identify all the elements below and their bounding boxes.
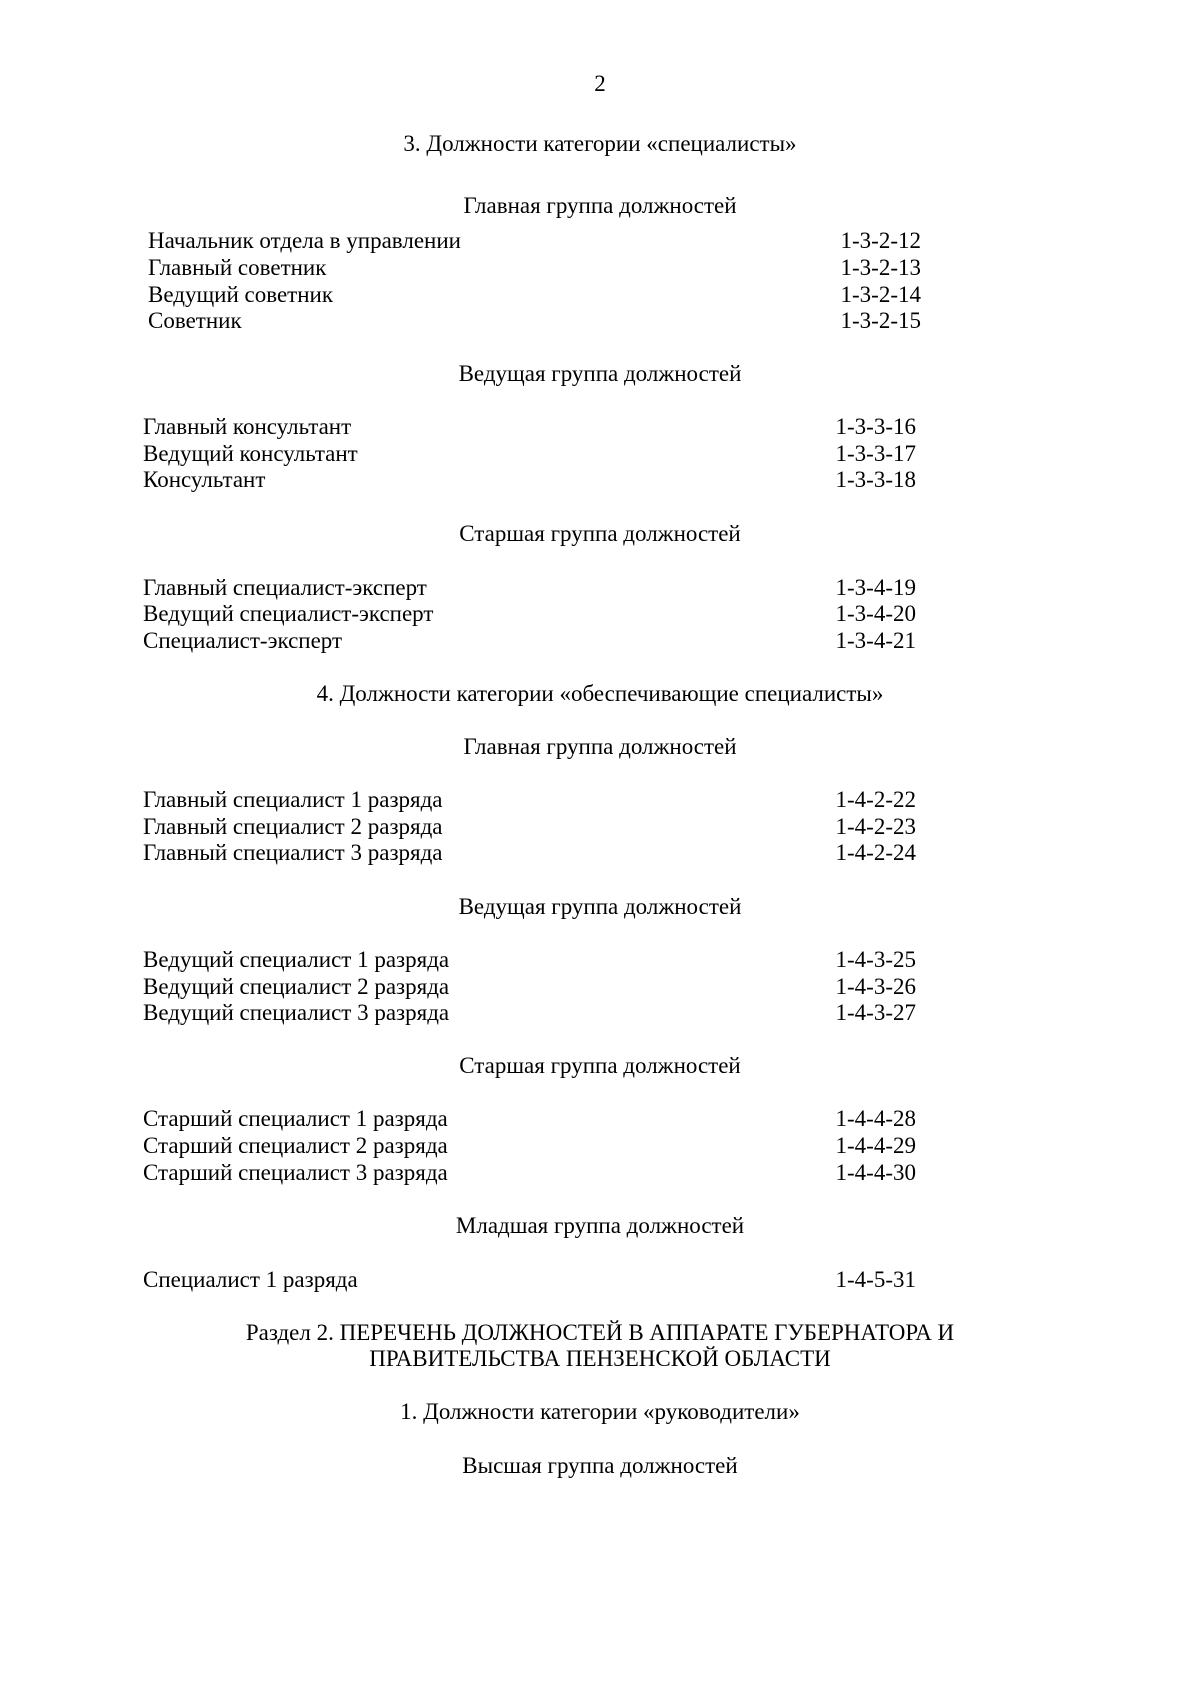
position-name: Ведущий специалист 3 разряда: [143, 1000, 450, 1025]
position-name: Старший специалист 2 разряда: [143, 1133, 448, 1158]
page-number: 2: [594, 71, 606, 96]
section-heading: 3. Должности категории «специалисты»: [403, 131, 797, 156]
position-code: 1-3-4-19: [835, 575, 916, 600]
position-code: 1-4-2-24: [835, 840, 916, 865]
position-name: Главный советник: [148, 255, 327, 280]
position-name: Главный консультант: [143, 414, 352, 439]
position-name: Старший специалист 1 разряда: [143, 1106, 448, 1131]
position-name: Ведущий советник: [148, 282, 334, 307]
position-name: Специалист-эксперт: [143, 628, 343, 653]
section-heading: Раздел 2. ПЕРЕЧЕНЬ ДОЛЖНОСТЕЙ В АППАРАТЕ ГУБЕРНАТОРА И: [245, 1320, 955, 1345]
position-code: 1-3-2-13: [840, 255, 921, 280]
section-heading: Ведущая группа должностей: [458, 894, 742, 919]
position-code: 1-3-3-16: [835, 414, 916, 439]
section-heading: 4. Должности категории «обеспечивающие специалисты»: [316, 681, 884, 706]
position-code: 1-4-3-25: [835, 947, 916, 972]
position-code: 1-4-4-30: [835, 1160, 916, 1185]
position-code: 1-4-4-29: [835, 1133, 916, 1158]
position-code: 1-3-2-12: [840, 228, 921, 253]
position-name: Ведущий специалист 2 разряда: [143, 974, 450, 999]
position-code: 1-3-3-18: [835, 467, 916, 492]
section-heading: Ведущая группа должностей: [458, 361, 742, 386]
position-name: Старший специалист 3 разряда: [143, 1160, 448, 1185]
position-name: Главный специалист-эксперт: [143, 575, 427, 600]
position-name: Главный специалист 2 разряда: [143, 814, 443, 839]
section-heading: Главная группа должностей: [463, 734, 737, 759]
position-name: Советник: [148, 308, 242, 333]
position-name: Главный специалист 1 разряда: [143, 787, 443, 812]
section-heading: Старшая группа должностей: [459, 1053, 741, 1078]
position-name: Ведущий консультант: [143, 441, 358, 466]
position-code: 1-3-2-14: [840, 282, 921, 307]
position-code: 1-3-2-15: [840, 308, 921, 333]
position-code: 1-4-2-23: [835, 814, 916, 839]
position-code: 1-4-5-31: [835, 1267, 916, 1292]
position-name: Специалист 1 разряда: [143, 1267, 358, 1292]
position-code: 1-4-3-26: [835, 974, 916, 999]
position-name: Главный специалист 3 разряда: [143, 840, 443, 865]
position-code: 1-4-3-27: [835, 1000, 916, 1025]
section-heading: Младшая группа должностей: [455, 1213, 745, 1238]
position-name: Начальник отдела в управлении: [148, 228, 461, 253]
section-heading: ПРАВИТЕЛЬСТВА ПЕНЗЕНСКОЙ ОБЛАСТИ: [369, 1346, 831, 1371]
position-name: Ведущий специалист 1 разряда: [143, 947, 450, 972]
section-heading: 1. Должности категории «руководители»: [400, 1399, 800, 1424]
section-heading: Главная группа должностей: [463, 193, 737, 218]
position-code: 1-3-3-17: [835, 441, 916, 466]
position-code: 1-4-2-22: [835, 787, 916, 812]
position-name: Консультант: [143, 467, 266, 492]
section-heading: Старшая группа должностей: [459, 521, 741, 546]
position-code: 1-3-4-20: [835, 601, 916, 626]
position-code: 1-3-4-21: [835, 628, 916, 653]
position-code: 1-4-4-28: [835, 1106, 916, 1131]
section-heading: Высшая группа должностей: [462, 1453, 738, 1478]
position-name: Ведущий специалист-эксперт: [143, 601, 434, 626]
